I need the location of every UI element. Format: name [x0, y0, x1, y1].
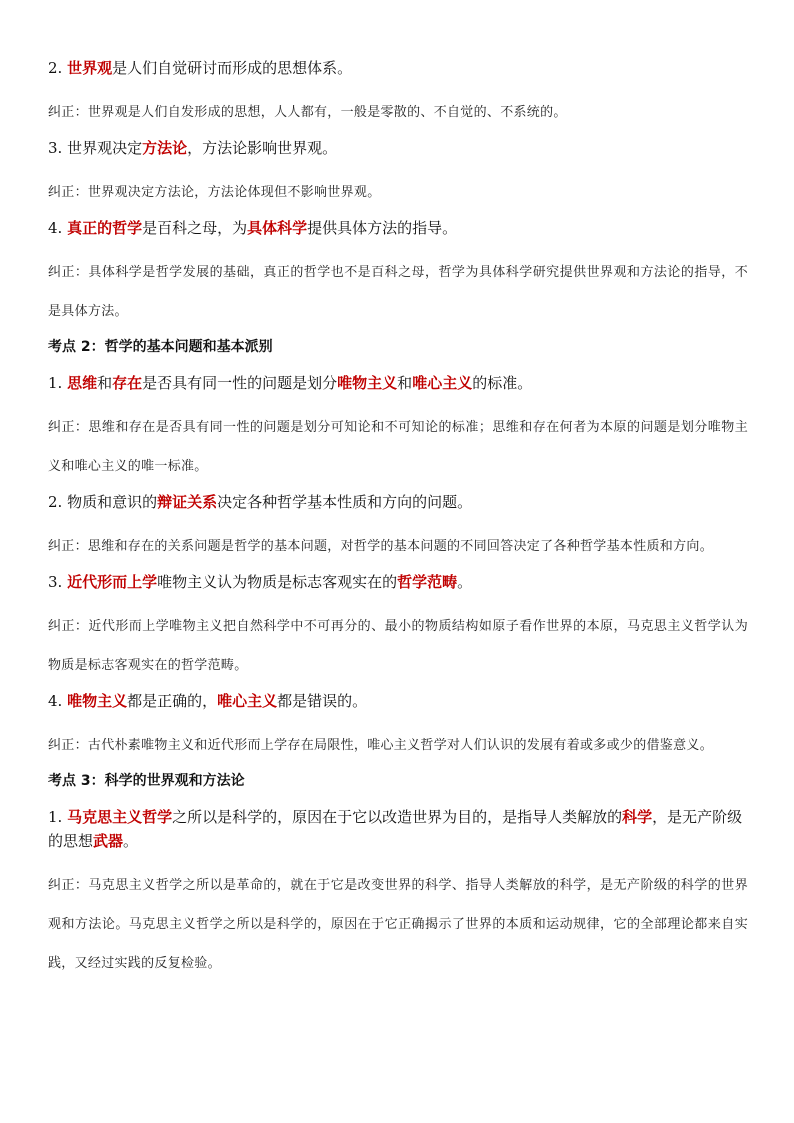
highlighted-term: 存在 [112, 374, 143, 392]
statement [48, 805, 748, 853]
highlighted-term: 科学 [622, 808, 653, 826]
correction-note: 纠正：思维和存在的关系问题是哲学的基本问题，对哲学的基本问题的不同回答决定了各种哲学基本性质和方向。 [48, 539, 714, 554]
statement-text: ，是无产阶级的思想 [48, 808, 743, 850]
highlighted-term: 具体科学 [247, 219, 308, 237]
highlighted-term: 马克思主义哲学 [67, 808, 173, 826]
section-heading: 考点 2：哲学的基本问题和基本派别 [48, 339, 273, 355]
highlighted-term: 武器 [93, 832, 124, 850]
highlighted-term: 近代形而上学 [67, 573, 158, 591]
highlighted-term: 哲学范畴 [397, 573, 458, 591]
statement-text: 都是错误的。 [277, 692, 368, 710]
highlighted-term: 唯物主义 [337, 374, 398, 392]
highlighted-term: 辩证关系 [157, 493, 218, 511]
statement-text: 2. 物质和意识的 [48, 493, 158, 511]
statement [48, 570, 748, 594]
statement-text: 的标准。 [472, 374, 533, 392]
statement-text: 4. [48, 219, 68, 237]
statement [48, 136, 748, 160]
correction-note: 纠正：近代形而上学唯物主义把自然科学中不可再分的、最小的物质结构如原子看作世界的本原，马克思主义哲学认为物质是标志客观实在的哲学范畴。 [48, 619, 748, 673]
statement-text: 1. [48, 374, 68, 392]
statement-text: 是百科之母，为 [142, 219, 248, 237]
highlighted-term: 思维 [67, 374, 98, 392]
highlighted-term: 唯心主义 [412, 374, 473, 392]
statement-text: 提供具体方法的指导。 [307, 219, 458, 237]
statement-text: ，方法论影响世界观。 [187, 139, 338, 157]
statement [48, 56, 748, 80]
correction-note: 纠正：思维和存在是否具有同一性的问题是划分可知论和不可知论的标准；思维和存在何者为本原的问题是划分唯物主义和唯心主义的唯一标准。 [48, 420, 748, 474]
correction-note: 纠正：马克思主义哲学之所以是革命的，就在于它是改变世界的科学、指导人类解放的科学，是无产阶级的科学的世界观和方法论。马克思主义哲学之所以是科学的，原因在于它正确揭示了世界的本质和运动规律，它的全部理论都来自实践，又经过实践的反复检验。 [48, 878, 748, 971]
statement-text: 。 [123, 832, 139, 850]
statement-text: 唯物主义认为物质是标志客观实在的 [157, 573, 398, 591]
statement-text: 3. 世界观决定 [48, 139, 143, 157]
statement-text: 都是正确的， [127, 692, 218, 710]
correction-note: 纠正：具体科学是哲学发展的基础，真正的哲学也不是百科之母，哲学为具体科学研究提供世界观和方法论的指导，不是具体方法。 [48, 265, 748, 319]
statement-text: 决定各种哲学基本性质和方向的问题。 [217, 493, 473, 511]
highlighted-term: 真正的哲学 [67, 219, 143, 237]
statement-text: 是否具有同一性的问题是划分 [142, 374, 338, 392]
statement-text: 之所以是科学的，原因在于它以改造世界为目的，是指导人类解放的 [172, 808, 623, 826]
highlighted-term: 方法论 [142, 139, 188, 157]
statement-text: 是人们自觉研讨而形成的思想体系。 [112, 59, 353, 77]
statement [48, 371, 748, 395]
correction-note: 纠正：古代朴素唯物主义和近代形而上学存在局限性，唯心主义哲学对人们认识的发展有着或多或少的借鉴意义。 [48, 738, 714, 753]
statement [48, 216, 748, 240]
statement-text: 1. [48, 808, 68, 826]
section-heading: 考点 3：科学的世界观和方法论 [48, 773, 245, 789]
statement-text: 。 [457, 573, 473, 591]
statement [48, 490, 748, 514]
statement-text: 和 [397, 374, 413, 392]
statement-text: 4. [48, 692, 68, 710]
statement [48, 689, 748, 713]
statement-text: 和 [97, 374, 113, 392]
highlighted-term: 唯心主义 [217, 692, 278, 710]
correction-note: 纠正：世界观是人们自发形成的思想，人人都有，一般是零散的、不自觉的、不系统的。 [48, 105, 567, 120]
statement-text: 2. [48, 59, 68, 77]
highlighted-term: 唯物主义 [67, 692, 128, 710]
correction-note: 纠正：世界观决定方法论，方法论体现但不影响世界观。 [48, 185, 381, 200]
highlighted-term: 世界观 [67, 59, 113, 77]
document-page [48, 56, 748, 983]
statement-text: 3. [48, 573, 68, 591]
